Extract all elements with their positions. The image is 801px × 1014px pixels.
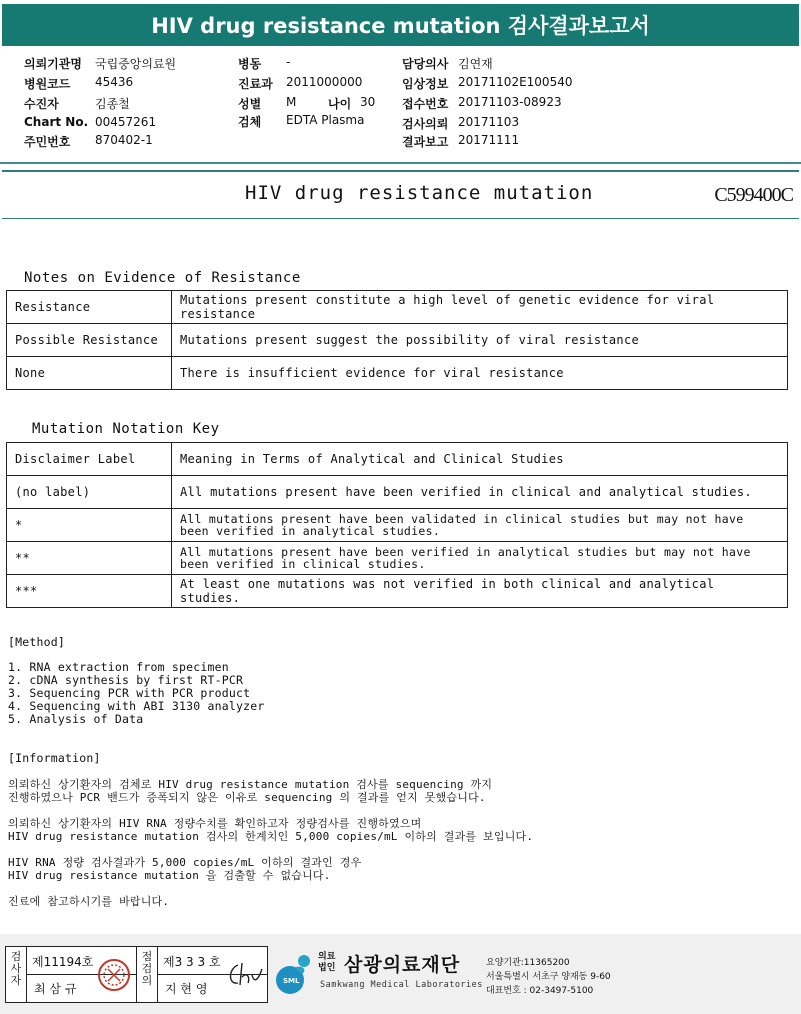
table-row: [7, 443, 788, 476]
table-cell: Possible Resistance: [7, 324, 172, 357]
info-value: 김종철: [95, 97, 130, 111]
test-code: C599400C: [714, 184, 793, 206]
method-step: 2. cDNA synthesis by first RT-PCR: [8, 673, 244, 687]
table-row: [7, 324, 788, 357]
information-paragraph: 의뢰하신 상기환자의 검체로 HIV drug resistance mutation 검사를 sequencing 까지 진행하였으나 PCR 밴드가 증폭되지 않은 이유로 sequencing 의 결과를 얻지 못했습니다.: [8, 778, 493, 804]
info-label: 병원코드: [24, 77, 71, 91]
method-step: 3. Sequencing PCR with PCR product: [8, 686, 251, 700]
table-row: [7, 291, 788, 324]
table-cell: ***: [7, 575, 172, 608]
method-step: 4. Sequencing with ABI 3130 analyzer: [8, 699, 265, 713]
org-address: 서울특별시 서초구 양재동 9-60: [486, 972, 611, 982]
org-english-name: Samkwang Medical Laboratories: [320, 980, 483, 990]
notation-title: Mutation Notation Key: [32, 421, 220, 437]
info-value: EDTA Plasma: [286, 113, 365, 127]
info-value: 870402-1: [95, 133, 153, 147]
table-cell: All mutations present have been validated in clinical studies but may not have been verified in analytical studies.: [172, 509, 788, 542]
notes-table: [6, 290, 788, 390]
info-value: M: [286, 95, 297, 109]
info-label: 주민번호: [24, 135, 71, 149]
info-label: 담당의사: [402, 57, 449, 71]
table-cell: Disclaimer Label: [7, 443, 172, 476]
information-paragraph: 진료에 참고하시기를 바랍니다.: [8, 895, 170, 908]
information-paragraph: HIV RNA 정량 검사결과가 5,000 copies/mL 이하의 결과인 경우 HIV drug resistance mutation 을 검출할 수 없습니다.: [8, 856, 362, 882]
sml-logo-text: SML: [283, 977, 300, 985]
org-phone: 대표번호 : 02-3497-5100: [486, 986, 594, 996]
notes-title: Notes on Evidence of Resistance: [24, 270, 301, 286]
method-title: [Method]: [8, 635, 65, 649]
report-title-bar: [2, 4, 799, 46]
info-value: 김연재: [458, 57, 493, 71]
table-cell: There is insufficient evidence for viral resistance: [172, 357, 788, 390]
info-value: -: [286, 55, 291, 69]
info-label: 검체: [238, 115, 262, 129]
examiner-name: 최 삼 규: [34, 982, 77, 996]
divider: [136, 947, 137, 1002]
info-value: 45436: [95, 75, 134, 89]
examiner-number: 제11194호: [32, 955, 94, 969]
signature-box: [5, 946, 268, 1003]
info-value: 20171102E100540: [458, 75, 573, 89]
table-cell: Resistance: [7, 291, 172, 324]
org-code: 요양기관:11365200: [486, 958, 570, 968]
table-row: [7, 509, 788, 542]
table-cell: Meaning in Terms of Analytical and Clinical Studies: [172, 443, 788, 476]
notation-table: [6, 442, 788, 608]
info-label: 수진자: [24, 97, 59, 111]
info-label: 진료과: [238, 77, 273, 91]
info-label: 성별: [238, 97, 262, 111]
method-step: 5. Analysis of Data: [8, 712, 144, 726]
patient-info: [0, 50, 801, 162]
table-row: [7, 357, 788, 390]
info-label: 나이: [328, 97, 352, 111]
org-prefix: 의료법인: [318, 952, 336, 973]
info-value: 00457261: [95, 115, 157, 129]
info-label: 임상정보: [402, 77, 449, 91]
info-value: 국립중앙의료원: [95, 57, 177, 71]
table-cell: All mutations present have been verified in analytical studies but may not have been verified in clinical studies.: [172, 542, 788, 575]
report-title: HIV drug resistance mutation 검사결과보고서: [151, 14, 650, 38]
test-header: [2, 170, 799, 219]
divider: [0, 162, 801, 164]
table-row: [7, 476, 788, 509]
table-cell: Mutations present constitute a high level of genetic evidence for viral resistance: [172, 291, 788, 324]
table-cell: Mutations present suggest the possibility of viral resistance: [172, 324, 788, 357]
info-label: Chart No.: [24, 115, 89, 129]
examiner-label: 검사자: [10, 950, 22, 987]
info-label: 의뢰기관명: [24, 57, 82, 71]
information-paragraph: 의뢰하신 상기환자의 HIV RNA 정량수치를 확인하고자 정량검사를 진행하였으며 HIV drug resistance mutation 검사의 한계치인 5,000 copies/mL 이하의 결과를 보입니다.: [8, 817, 534, 843]
table-cell: None: [7, 357, 172, 390]
reviewer-label: 점검의: [141, 950, 153, 987]
table-cell: *: [7, 509, 172, 542]
reviewer-number: 제3 3 3 호: [163, 955, 221, 969]
signature-icon: [224, 957, 264, 991]
seal-stamp-icon: [96, 955, 132, 995]
method-step: 1. RNA extraction from specimen: [8, 660, 229, 674]
org-name: 삼광의료재단: [344, 954, 461, 976]
information-title: [Information]: [8, 751, 101, 765]
info-value: 30: [360, 95, 376, 109]
info-label: 검사의뢰: [402, 117, 449, 131]
info-label: 접수번호: [402, 97, 449, 111]
info-label: 결과보고: [402, 135, 449, 149]
table-cell: All mutations present have been verified in clinical and analytical studies.: [172, 476, 788, 509]
test-name: HIV drug resistance mutation: [245, 182, 594, 204]
table-cell: (no label): [7, 476, 172, 509]
info-value: 20171111: [458, 133, 520, 147]
info-value: 2011000000: [286, 75, 363, 89]
info-value: 20171103-08923: [458, 95, 562, 109]
info-value: 20171103: [458, 115, 520, 129]
info-label: 병동: [238, 57, 262, 71]
table-cell: At least one mutations was not verified in both clinical and analytical studies.: [172, 575, 788, 608]
table-row: [7, 575, 788, 608]
reviewer-name: 지 현 영: [165, 982, 208, 996]
table-cell: **: [7, 542, 172, 575]
table-row: [7, 542, 788, 575]
sml-logo-icon: [272, 952, 316, 996]
